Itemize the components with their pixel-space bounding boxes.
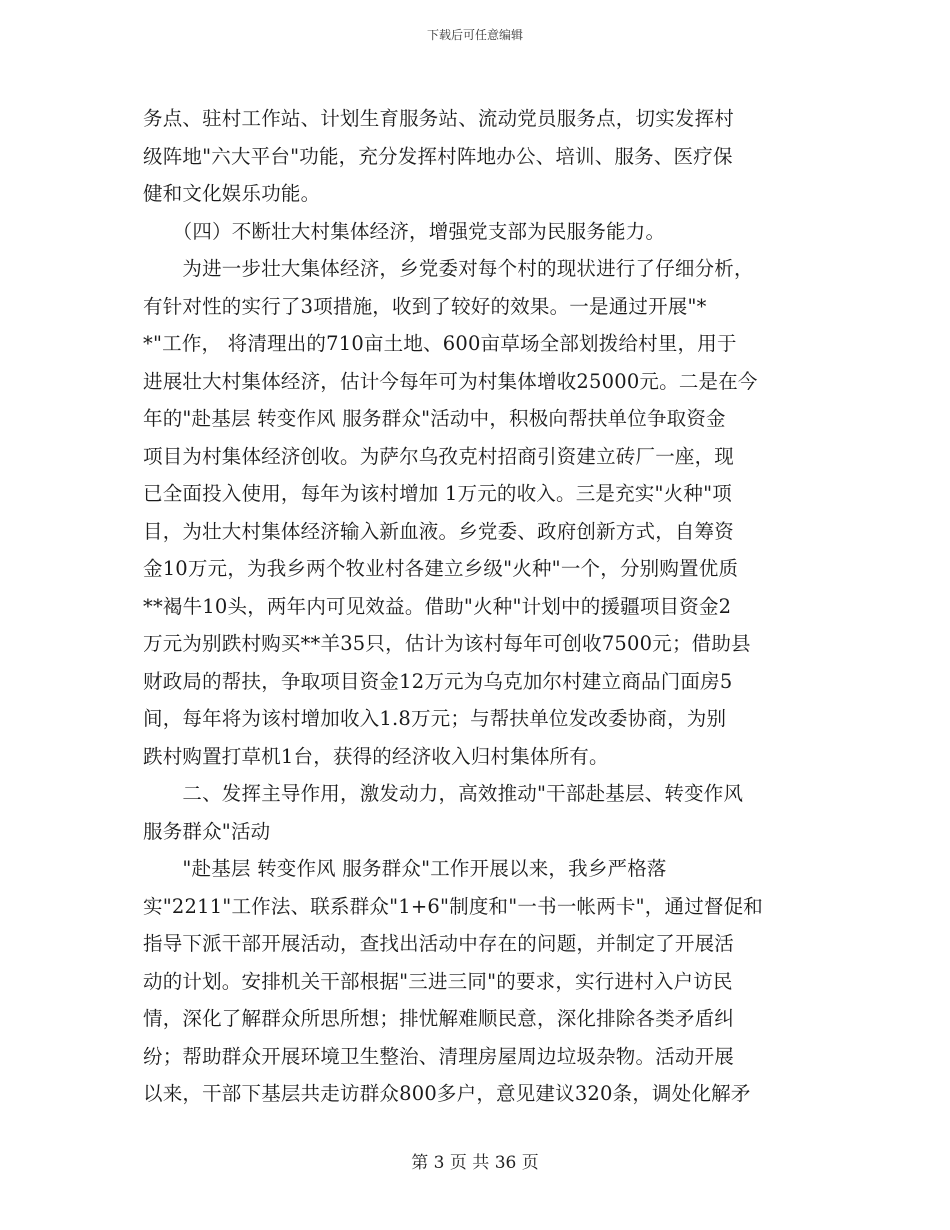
text-line: 金10万元，为我乡两个牧业村各建立乡级"火种"一个，分别购置优质 xyxy=(143,557,739,580)
text-line: 财政局的帮扶，争取项目资金12万元为乌克加尔村建立商品门面房5 xyxy=(143,669,733,693)
text-line: 指导下派干部开展活动，查找出活动中存在的问题，并制定了开展活 xyxy=(143,932,735,955)
text-line: 实"2211"工作法、联系群众"1+6"制度和"一书一帐两卡"，通过督促和 xyxy=(143,894,763,918)
text-line: 有针对性的实行了3项措施，收到了较好的效果。一是通过开展"* xyxy=(143,294,707,318)
text-line: 万元为别跌村购买**羊35只，估计为该村每年可创收7500元；借助县 xyxy=(143,632,751,655)
page-header: 下载后可任意编辑 xyxy=(426,28,523,42)
text-line: 跌村购置打草机1台，获得的经济收入归村集体所有。 xyxy=(143,744,609,768)
text-line: "赴基层 转变作风 服务群众"工作开展以来，我乡严格落 xyxy=(143,857,667,880)
document-body xyxy=(143,100,809,1113)
page-footer: 第 3 页 共 36 页 xyxy=(411,1153,539,1173)
text-line: 年的"赴基层 转变作风 服务群众"活动中，积极向帮扶单位争取资金 xyxy=(143,407,726,430)
text-line: 情，深化了解群众所思所想；排忧解难顺民意，深化排除各类矛盾纠 xyxy=(143,1007,735,1030)
text-line: 纷；帮助群众开展环境卫生整治、清理房屋周边垃圾杂物。活动开展 xyxy=(143,1044,735,1068)
section-heading: 二、发挥主导作用，激发动力，高效推动"干部赴基层、转变作风 xyxy=(143,782,744,805)
text-line: 项目为村集体经济创收。为萨尔乌孜克村招商引资建立砖厂一座，现 xyxy=(143,444,735,468)
text-line: 务点、驻村工作站、计划生育服务站、流动党员服务点，切实发挥村 xyxy=(143,107,735,130)
text-line: 为进一步壮大集体经济，乡党委对每个村的现状进行了仔细分析， xyxy=(143,257,754,280)
text-line: *"工作， 将清理出的710亩土地、600亩草场全部划拨给村里，用于 xyxy=(143,332,737,355)
text-line: 动的计划。安排机关干部根据"三进三同"的要求，实行进村入户访民 xyxy=(143,969,733,993)
text-line: 级阵地"六大平台"功能，充分发挥村阵地办公、培训、服务、医疗保 xyxy=(143,144,733,168)
section-heading: （四）不断壮大村集体经济，增强党支部为民服务能力。 xyxy=(143,219,666,243)
text-line: 进展壮大村集体经济，估计今每年可为村集体增收25000元。二是在今 xyxy=(143,369,758,393)
text-line: 已全面投入使用，每年为该村增加 1万元的收入。三是充实"火种"项 xyxy=(143,482,732,505)
text-line: 目，为壮大村集体经济输入新血液。乡党委、政府创新方式，自筹资 xyxy=(143,519,735,543)
text-line: 间，每年将为该村增加收入1.8万元；与帮扶单位发改委协商，为别 xyxy=(143,707,727,730)
section-heading: 服务群众"活动 xyxy=(143,819,271,843)
text-line: **褐牛10头，两年内可见效益。借助"火种"计划中的援疆项目资金2 xyxy=(143,594,732,618)
text-line: 健和文化娱乐功能。 xyxy=(143,182,321,205)
text-line: 以来，干部下基层共走访群众800多户，意见建议320条，调处化解矛 xyxy=(143,1082,751,1105)
